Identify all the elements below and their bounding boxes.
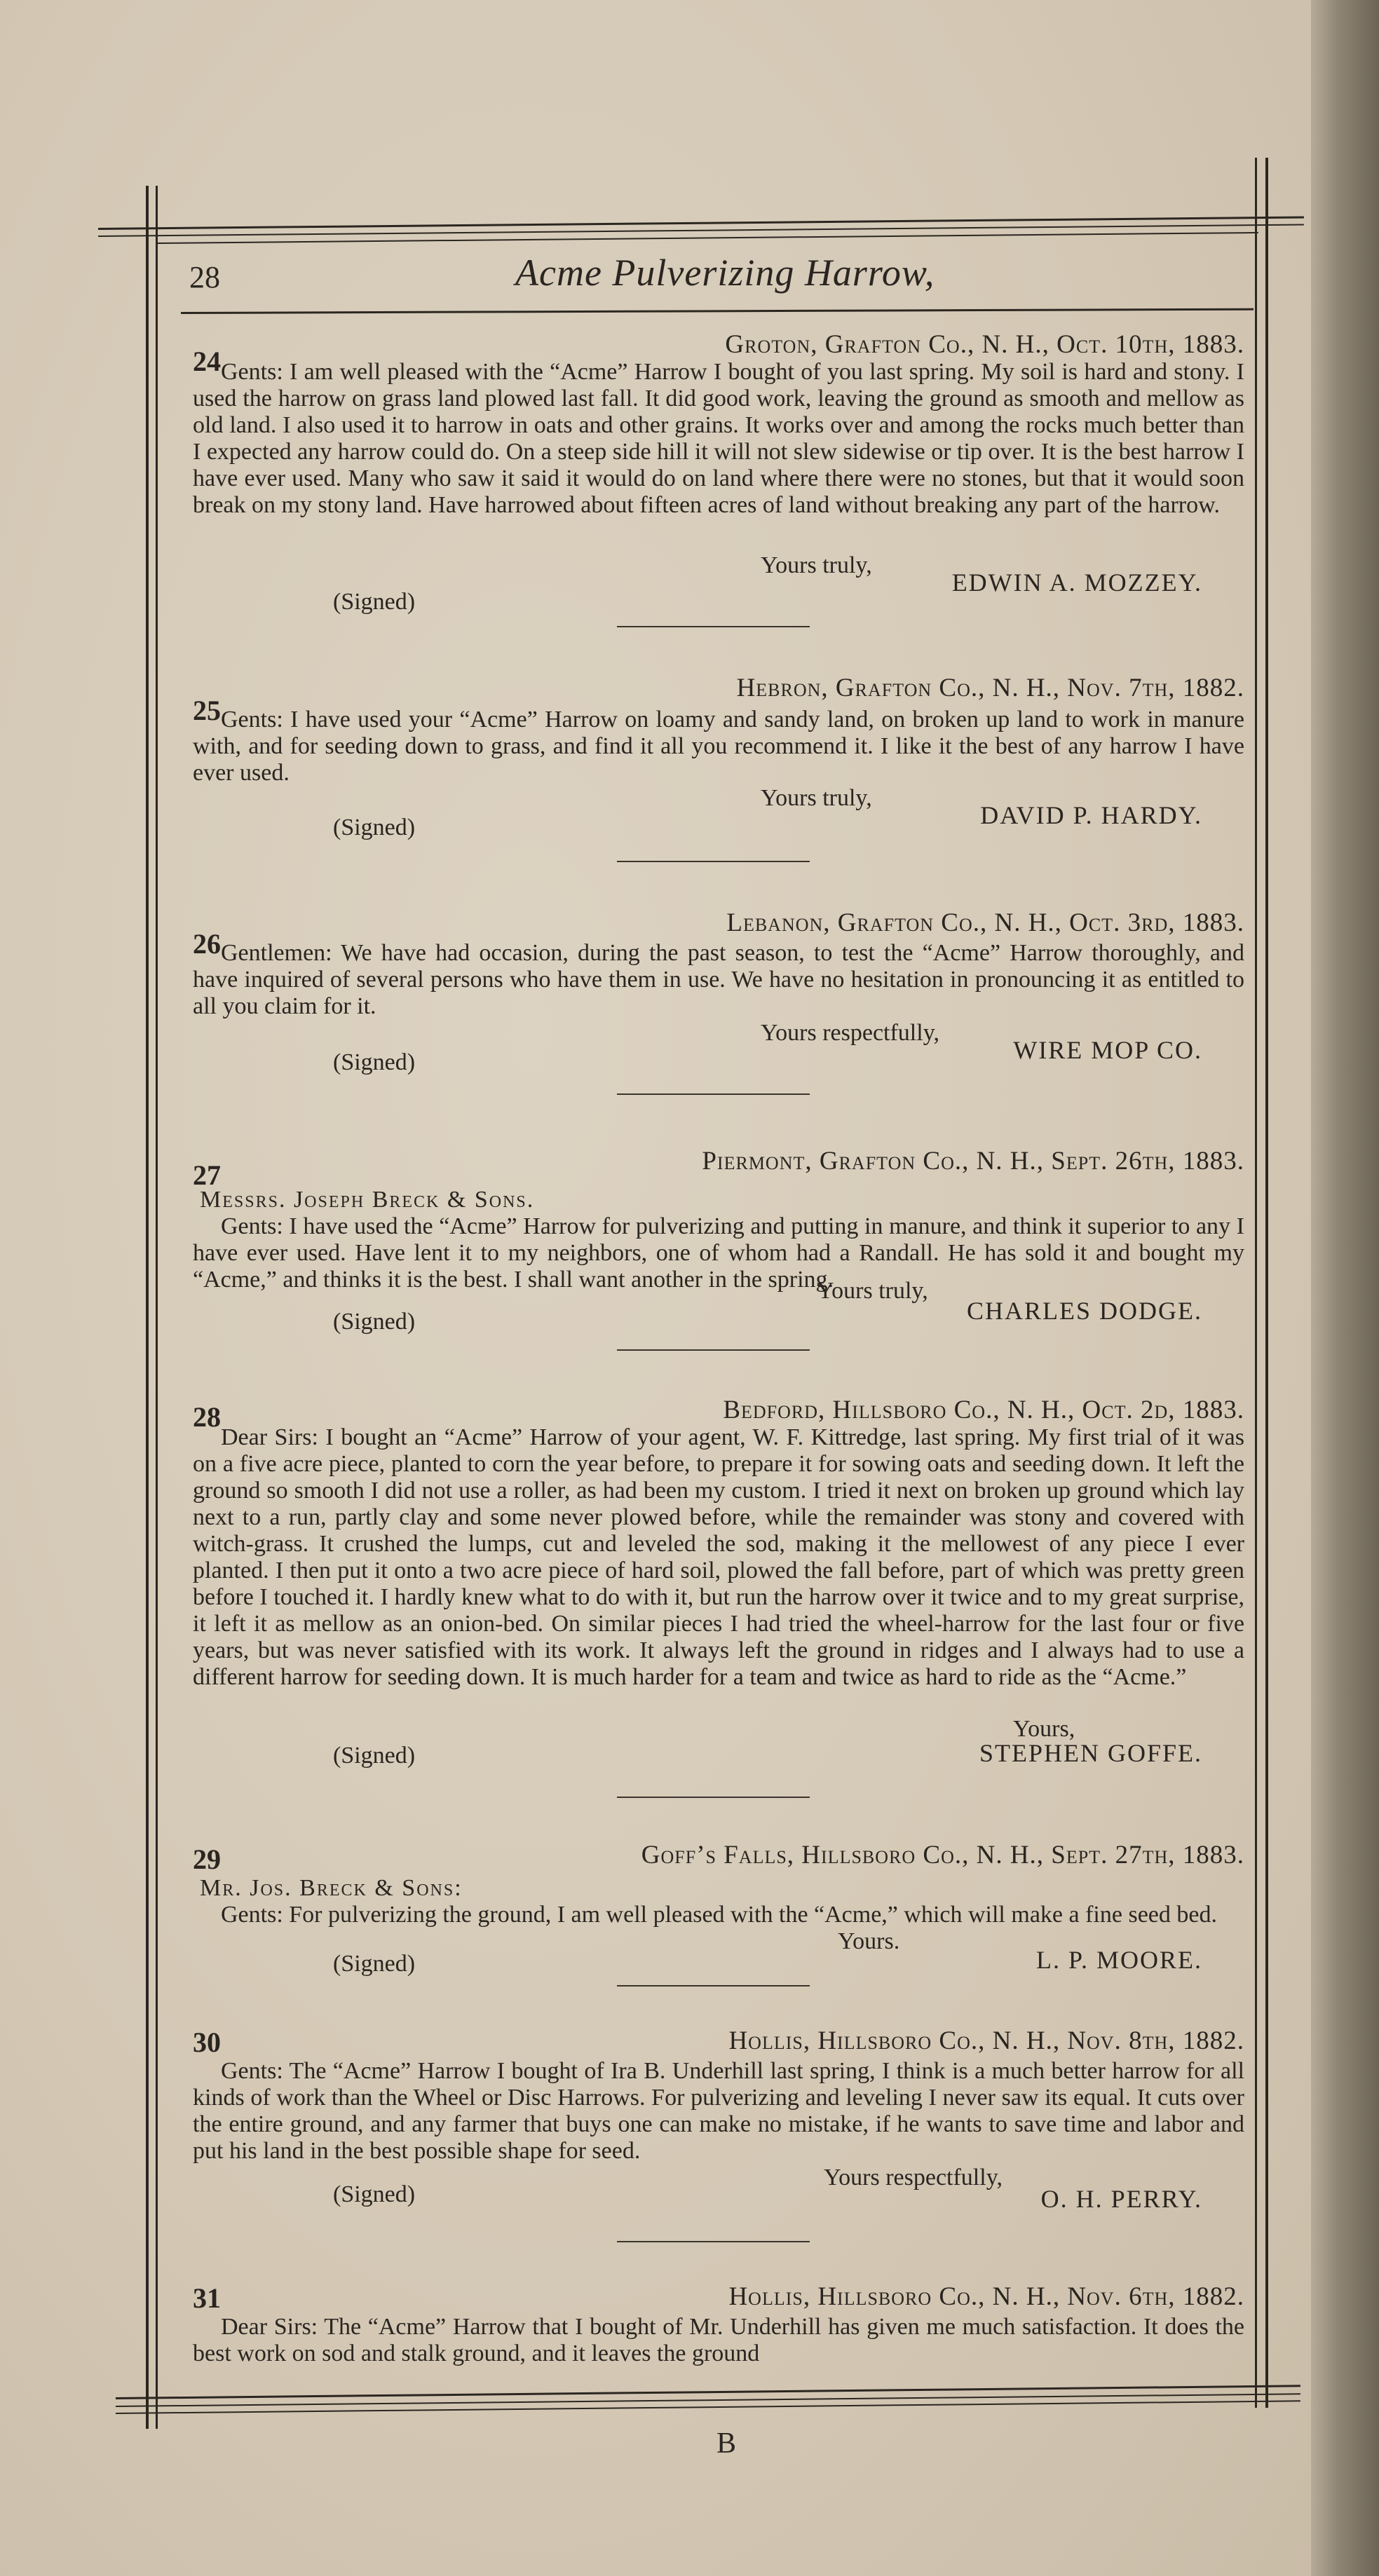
signed-label: (Signed) [333,589,416,615]
testimonial-number: 28 [193,1401,221,1433]
testimonial-30 [193,2026,1244,2222]
frame-left-inner [156,186,158,2429]
testimonial-closing: Yours truly, [817,1278,928,1304]
testimonial-body: Dear Sirs: The “Acme” Harrow that I bought of Mr. Underhill has given me much satisfaction. It does the best work on sod and stalk ground, and it leaves the ground [193,2314,1244,2366]
testimonial-body: Gentlemen: We have had occasion, during the past season, to test the “Acme” Harrow thoroughly, and have inquired of several persons who have them in use. We have no hesitation in pronouncing it as entitled to all you claim for it. [193,940,1244,1019]
signed-label: (Signed) [333,1743,416,1769]
frame-right-inner [1255,158,1257,2408]
testimonial-signature: WIRE MOP CO. [1013,1036,1202,1064]
separator-rule [617,1797,810,1798]
signed-label: (Signed) [333,815,416,840]
testimonial-place-date: Hollis, Hillsboro Co., N. H., Nov. 6th, 1882. [728,2282,1244,2311]
separator-rule [617,1985,810,1986]
testimonial-closing: Yours truly, [761,785,872,811]
testimonial-number: 26 [193,928,221,960]
testimonial-28 [193,1395,1244,1787]
frame-right-outer [1265,158,1268,2408]
signed-label: (Signed) [333,1309,416,1335]
signature-mark: B [716,2427,737,2460]
testimonial-signature: DAVID P. HARDY. [980,801,1202,829]
testimonial-closing: Yours respectfully, [761,1020,939,1046]
testimonial-signature: L. P. MOORE. [1035,1946,1202,1974]
testimonial-26 [193,908,1244,1090]
testimonial-25 [193,673,1244,855]
testimonial-place-date: Hebron, Grafton Co., N. H., Nov. 7th, 1882. [736,674,1244,702]
testimonial-place-date: Lebanon, Grafton Co., N. H., Oct. 3rd, 1883. [726,908,1244,937]
testimonial-closing: Yours truly, [761,552,872,578]
page-header [179,238,1251,301]
testimonial-signature: STEPHEN GOFFE. [979,1739,1202,1767]
testimonial-place-date: Goff’s Falls, Hillsboro Co., N. H., Sept. 27th, 1883. [641,1841,1244,1869]
testimonial-place-date: Piermont, Grafton Co., N. H., Sept. 26th, 1883. [702,1147,1244,1175]
testimonial-number: 27 [193,1159,221,1191]
testimonial-body: Dear Sirs: I bought an “Acme” Harrow of your agent, W. F. Kittredge, last spring. My first trial of it was on a five acre piece, planted to corn the year before, to prepare it for sowing oats and seeding down. It left the ground so smooth I did not use a roller, as had been my custom. I tried it next on broken up ground which lay next to a run, partly clay and some never plowed before, while the remainder was stony and covered with witch-grass. It crushed the lumps, cut and leveled the sod, making it the mellowest of any piece I ever planted. I then put it onto a two acre piece of hard soil, plowed the fall before, part of which was pretty green before I touched it. I hardly knew what to do with it, but run the harrow over it twice and to my great surprise, it left it as mellow as an onion-bed. On similar pieces I had tried the wheel-harrow for the last four or five years, but was never satisfied with its work. It always left the ground in ridges and I always had to use a different harrow for seeding down. It is much harder for a team and twice as hard to ride as the “Acme.” [193,1424,1244,1690]
testimonial-number: 24 [193,346,221,377]
testimonial-number: 31 [193,2282,221,2314]
separator-rule [617,1349,810,1351]
separator-rule [617,1093,810,1095]
testimonial-body: Gents: For pulverizing the ground, I am well pleased with the “Acme,” which will make a fine seed bed. [221,1902,1217,1928]
testimonial-closing: Yours respectfully, [824,2165,1003,2190]
testimonial-place-date: Groton, Grafton Co., N. H., Oct. 10th, 1883. [725,330,1244,359]
separator-rule [617,2241,810,2242]
testimonial-24 [193,329,1244,624]
separator-rule [617,626,810,627]
testimonial-body: Gents: The “Acme” Harrow I bought of Ira B. Underhill last spring, I think is a much better harrow for all kinds of work than the Wheel or Disc Harrows. For pulverizing and leveling I never saw its equal. It cuts over the entire ground, and any farmer that buys one can make no mistake, if he wants to save time and labor and put his land in the best possible shape for seed. [193,2058,1244,2164]
testimonial-number: 25 [193,695,221,726]
testimonial-body: Gents: I have used your “Acme” Harrow on loamy and sandy land, on broken up land to work in manure with, and for seeding down to grass, and find it all you recommend it. I like it the best of any harrow I have ever used. [193,707,1244,786]
book-spine [1311,0,1379,2576]
signed-label: (Signed) [333,2181,416,2207]
testimonial-closing: Yours, [1013,1716,1075,1742]
testimonial-closing: Yours. [838,1928,900,1954]
testimonial-body: Gents: I am well pleased with the “Acme” Harrow I bought of you last spring. My soil is hard and stony. I used the harrow on grass land plowed last fall. It did good work, leaving the ground as smooth and mellow as old land. I also used it to harrow in oats and other grains. It works over and among the rocks much better than I expected any harrow could do. On a steep side hill it will not slew sidewise or tip over. It is the best harrow I have ever used. Many who saw it said it would do on land where there were no stones, but that it would soon break on my stony land. Have harrowed about fifteen acres of land without breaking any part of the harrow. [193,359,1244,518]
testimonial-addressee: Mr. Jos. Breck & Sons: [200,1875,463,1901]
signed-label: (Signed) [333,1951,416,1977]
testimonial-number: 30 [193,2026,221,2058]
testimonial-place-date: Hollis, Hillsboro Co., N. H., Nov. 8th, 1882. [728,2026,1244,2055]
testimonial-signature: EDWIN A. MOZZEY. [951,568,1202,597]
frame-left-outer [146,186,149,2429]
testimonial-31 [193,2282,1244,2380]
testimonial-27 [193,1146,1244,1356]
signed-label: (Signed) [333,1049,416,1075]
testimonial-signature: O. H. PERRY. [1040,2185,1202,2213]
testimonial-addressee: Messrs. Joseph Breck & Sons. [200,1187,535,1213]
separator-rule [617,861,810,862]
testimonial-place-date: Bedford, Hillsboro Co., N. H., Oct. 2d, 1883. [723,1396,1244,1424]
running-title: Acme Pulverizing Harrow, [515,252,935,294]
testimonial-29 [193,1840,1244,1980]
testimonial-signature: CHARLES DODGE. [966,1297,1202,1325]
testimonial-body: Gents: I have used the “Acme” Harrow for pulverizing and putting in manure, and think it superior to any I have ever used. Have lent it to my neighbors, one of whom had a Randall. He has sold it and bought my “Acme,” and thinks it is the best. I shall want another in the spring. [193,1213,1244,1293]
testimonial-number: 29 [193,1844,221,1875]
page-number: 28 [189,260,220,294]
